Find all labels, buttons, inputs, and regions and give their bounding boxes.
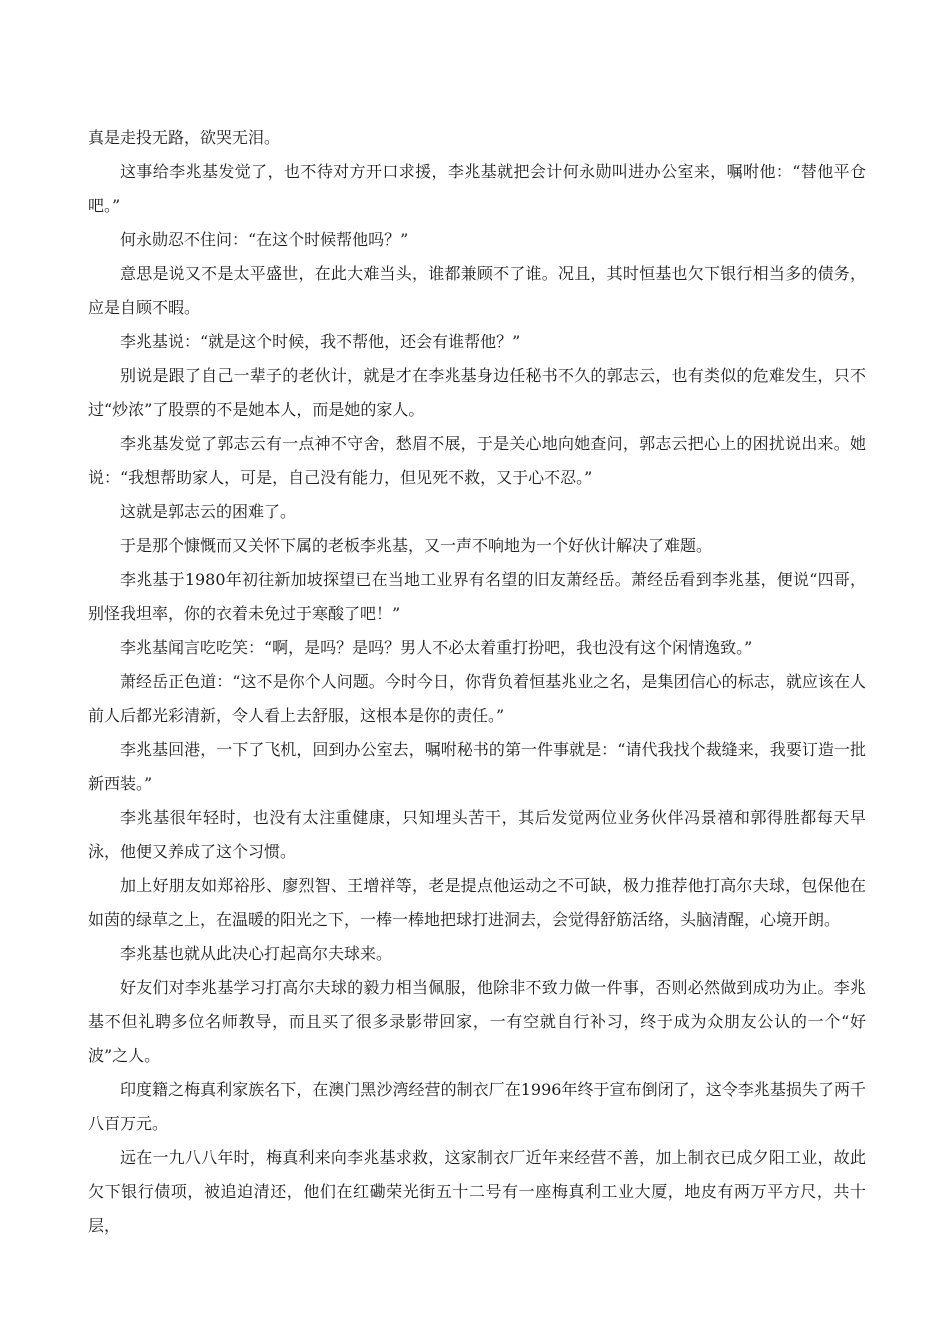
paragraph-3: 何永勋忍不住问：“在这个时候帮他吗？”	[120, 230, 409, 249]
paragraph-12: 萧经岳正色道：“这不是你个人问题。今时今日，你背负着恒基兆业之名，是集团信心的标志，就应该在人前人后都光彩清新，令人看上去舒服，这根本是你的责任。”	[88, 672, 866, 725]
paragraph-17: 好友们对李兆基学习打高尔夫球的毅力相当佩服，他除非不致力做一件事，否则必然做到成功为止。李兆基不但礼聘多位名师教导，而且买了很多录影带回家，一有空就自行补习，终于成为众朋友公认的一个“好波”之人。	[88, 978, 866, 1065]
paragraph-9: 于是那个慷慨而又关怀下属的老板李兆基，又一声不响地为一个好伙计解决了难题。	[120, 536, 713, 555]
paragraph-2: 这事给李兆基发觉了，也不待对方开口求援，李兆基就把会计何永勋叫进办公室来，嘱咐他：“替他平仓吧。”	[88, 162, 866, 215]
paragraph-4: 意思是说又不是太平盛世，在此大难当头，谁都兼顾不了谁。况且，其时恒基也欠下银行相当多的债务，应是自顾不暇。	[88, 264, 866, 317]
paragraph-19: 远在一九八八年时，梅真利来向李兆基求救，这家制衣厂近年来经营不善，加上制衣已成夕阳工业，故此欠下银行债项，被追迫清还，他们在红磡荣光街五十二号有一座梅真利工业大厦，地皮有两万平方尺，共十层，	[88, 1148, 866, 1235]
paragraph-18: 印度籍之梅真利家族名下，在澳门黑沙湾经营的制衣厂在1996年终于宣布倒闭了，这令李兆基损失了两千八百万元。	[88, 1080, 866, 1133]
paragraph-16: 李兆基也就从此决心打起高尔夫球来。	[120, 944, 393, 963]
paragraph-13: 李兆基回港，一下了飞机，回到办公室去，嘱咐秘书的第一件事就是：“请代我找个裁缝来，我要订造一批新西装。”	[88, 740, 866, 793]
paragraph-10: 李兆基于1980年初往新加坡探望已在当地工业界有名望的旧友萧经岳。萧经岳看到李兆基，便说“四哥，别怪我坦率，你的衣着未免过于寒酸了吧！”	[88, 570, 866, 623]
article-body	[88, 121, 866, 1243]
paragraph-5: 李兆基说：“就是这个时候，我不帮他，还会有谁帮他？”	[120, 332, 521, 351]
paragraph-15: 加上好朋友如郑裕彤、廖烈智、王增祥等，老是提点他运动之不可缺，极力推荐他打高尔夫球，包保他在如茵的绿草之上，在温暖的阳光之下，一棒一棒地把球打进洞去，会觉得舒筋活络，头脑清醒，心境开朗。	[88, 876, 866, 929]
paragraph-6: 别说是跟了自己一辈子的老伙计，就是才在李兆基身边任秘书不久的郭志云，也有类似的危难发生，只不过“炒浓”了股票的不是她本人，而是她的家人。	[88, 366, 866, 419]
paragraph-7: 李兆基发觉了郭志云有一点神不守舍，愁眉不展，于是关心地向她查问，郭志云把心上的困扰说出来。她说：“我想帮助家人，可是，自己没有能力，但见死不救，又于心不忍。”	[88, 434, 866, 487]
paragraph-8: 这就是郭志云的困难了。	[120, 502, 297, 521]
paragraph-11: 李兆基闻言吃吃笑：“啊，是吗？是吗？男人不必太着重打扮吧，我也没有这个闲情逸致。”	[120, 638, 753, 657]
paragraph-1: 真是走投无路，欲哭无泪。	[88, 128, 281, 147]
paragraph-14: 李兆基很年轻时，也没有太注重健康，只知埋头苦干，其后发觉两位业务伙伴冯景禧和郭得胜都每天早泳，他便又养成了这个习惯。	[88, 808, 866, 861]
